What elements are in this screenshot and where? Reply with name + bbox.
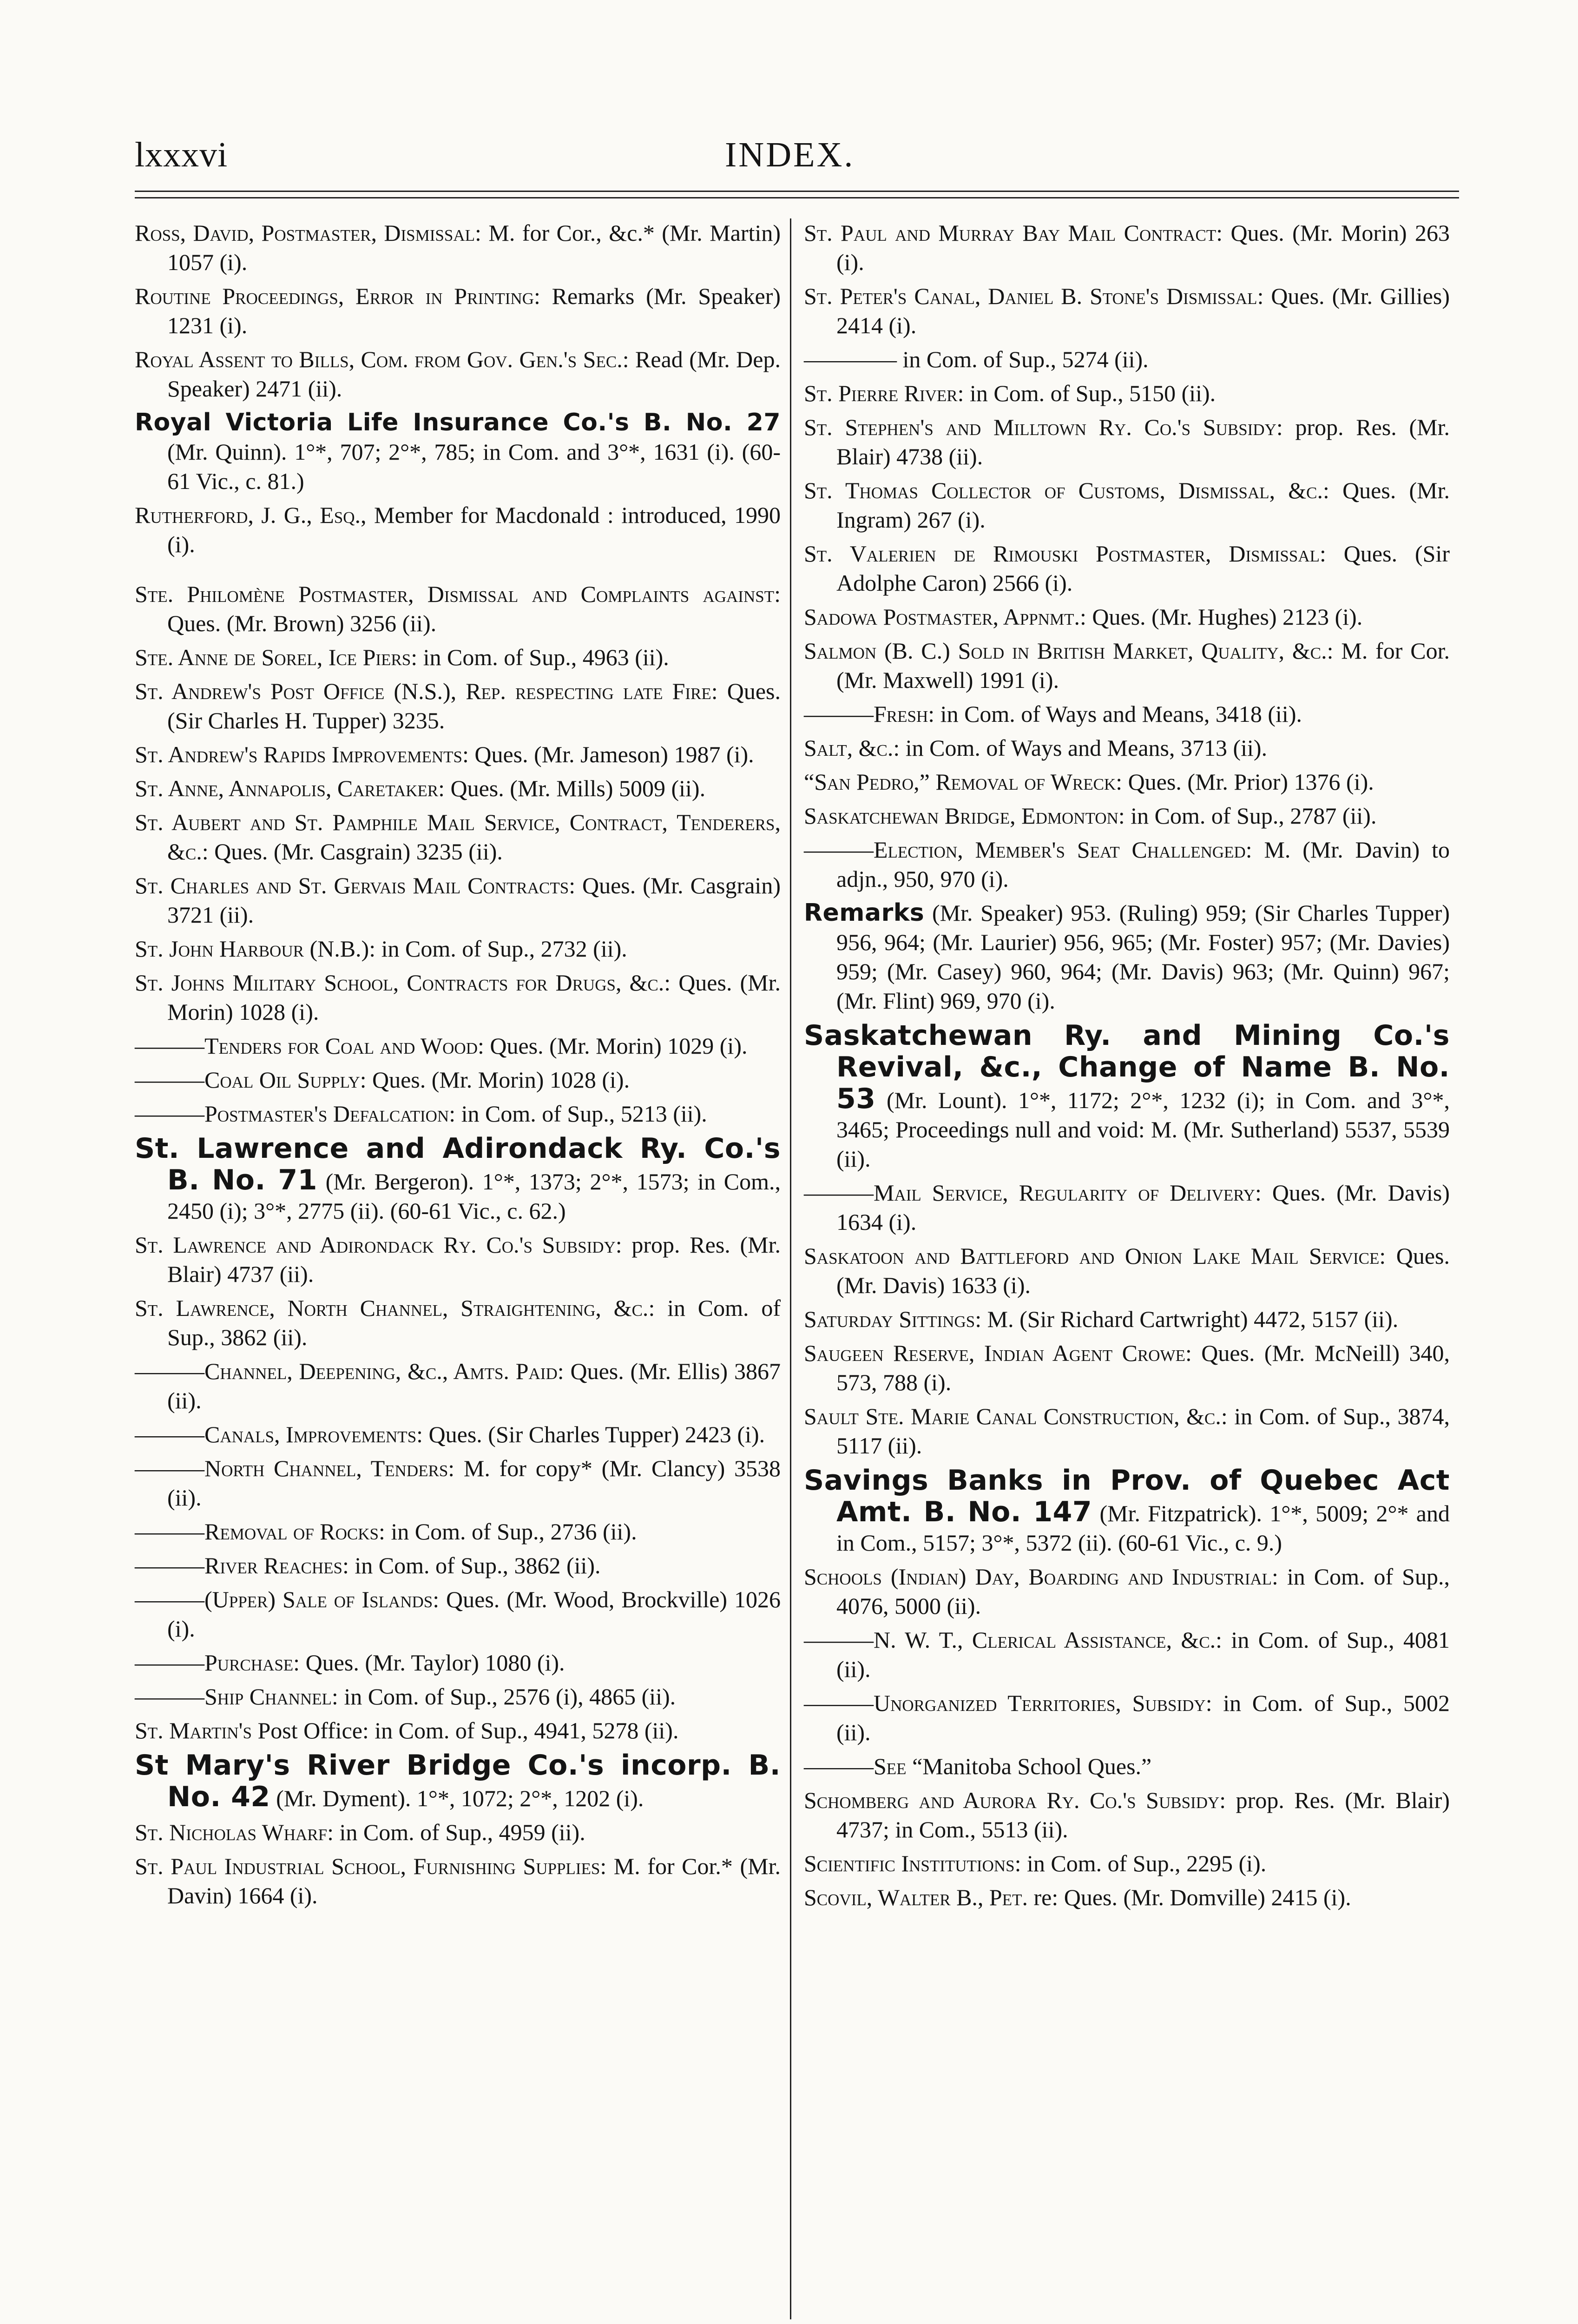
index-entry <box>135 282 781 340</box>
entry-heading: ——— (Upper) Sale of Islands <box>135 1586 433 1612</box>
entry-heading: Royal Victoria Life Insurance Co.'s B. No. 27 <box>135 409 781 436</box>
entry-heading: Salmon (B. C.) Sold in British Market, Quality, &c. <box>804 638 1327 664</box>
entry-references: (Mr. Quinn). 1°*, 707; 2°*, 785; in Com. and 3°*, 1631 (i). (60-61 Vic., c. 81.) <box>167 439 781 494</box>
entry-references: : in Com. of Sup., 2576 (i), 4865 (ii). <box>331 1684 676 1710</box>
index-entry <box>804 700 1450 729</box>
entry-heading: ——— Tenders for Coal and Wood <box>135 1033 478 1059</box>
index-entry <box>135 774 781 803</box>
entry-references: : Ques. (Mr. Wood, Brockville) 1026 (i). <box>167 1586 781 1642</box>
index-entry <box>804 1752 1450 1781</box>
entry-references: : in Com. of Sup., 2736 (ii). <box>379 1519 637 1545</box>
entry-heading: St. Stephen's and Milltown Ry. Co.'s Subsidy <box>804 414 1276 440</box>
page-header <box>135 135 1459 177</box>
entry-heading: Sadowa Postmaster, Appnmt. <box>804 604 1080 630</box>
entry-heading: St. Peter's Canal, Daniel B. Stone's Dismissal <box>804 283 1257 309</box>
entry-heading: St. Lawrence, North Channel, Straightening, &c. <box>135 1295 649 1321</box>
entry-heading: St. Valerien de Rimouski Postmaster, Dismissal <box>804 541 1320 567</box>
index-entry <box>135 1551 781 1580</box>
entry-heading <box>804 346 874 372</box>
entry-heading: ——— Mail Service, Regularity of Delivery <box>804 1180 1255 1206</box>
index-entry <box>135 643 781 672</box>
entry-heading: ——— Postmaster's Defalcation <box>135 1101 449 1127</box>
index-entry <box>135 1454 781 1512</box>
index-entry <box>135 1682 781 1711</box>
entry-heading: ——— Ship Channel <box>135 1684 332 1710</box>
index-entry <box>804 379 1450 408</box>
index-entry <box>135 934 781 964</box>
index-entry <box>804 898 1450 1016</box>
entry-heading: St. Charles and St. Gervais Mail Contracts <box>135 872 569 898</box>
index-entry <box>804 1178 1450 1237</box>
entry-references: : Ques. (Mr. Davis) 1633 (i). <box>836 1243 1450 1298</box>
index-entry <box>804 636 1450 695</box>
index-entry <box>135 501 781 559</box>
entry-heading: “San Pedro,” Removal of Wreck <box>804 769 1116 795</box>
index-entry <box>135 1133 781 1226</box>
entry-heading: ——— Channel, Deepening, &c., Amts. Paid <box>135 1358 558 1384</box>
entry-references: : Ques. (Mr. Davis) 1634 (i). <box>836 1180 1450 1235</box>
index-entry <box>804 1849 1450 1878</box>
index-entry <box>804 476 1450 535</box>
entry-heading: Rutherford, J. G., Esq. <box>135 502 361 528</box>
entry-references: (Mr. Dyment). 1°*, 1072; 2°*, 1202 (i). <box>270 1785 644 1811</box>
index-entry <box>804 1305 1450 1334</box>
entry-references: : in Com. of Sup., 4081 (ii). <box>836 1627 1450 1682</box>
entry-heading: Scovil, Walter B., Pet. <box>804 1884 1028 1910</box>
index-entry <box>135 1585 781 1644</box>
entry-references: : Ques. (Mr. Morin) 1028 (i). <box>167 970 781 1025</box>
entry-references: : in Com. of Sup., 3874, 5117 (ii). <box>836 1403 1450 1459</box>
index-entry <box>135 1065 781 1095</box>
index-entry <box>804 1786 1450 1844</box>
entry-references: : in Com. of Ways and Means, 3713 (ii). <box>893 735 1268 761</box>
entry-heading: St. Johns Military School, Contracts for Drugs, &c. <box>135 970 664 996</box>
entry-references: (Mr. Fitzpatrick). 1°*, 5009; 2°* and in Com., 5157; 3°*, 5372 (ii). (60-61 Vic., c. 9.) <box>836 1500 1450 1556</box>
entry-references: (Mr. Speaker) 953. (Ruling) 959; (Sir Charles Tupper) 956, 964; (Mr. Laurier) 956, 965; (Mr. Foster) 957; (Mr. Davies) 959; (Mr. Casey) 960, 964; (Mr. Davis) 963; (Mr. Quinn) 967; (Mr. Flint) 969, 970 (i). <box>836 900 1450 1014</box>
entry-heading: ——— North Channel, Tenders <box>135 1455 448 1481</box>
entry-references: re: Ques. (Mr. Domville) 2415 (i). <box>1028 1884 1351 1910</box>
entry-references: : Ques. (Mr. Casgrain) 3721 (ii). <box>167 872 781 928</box>
index-entry <box>135 1716 781 1745</box>
entry-references: : in Com. of Sup., 2732 (ii). <box>369 936 627 962</box>
page-title: INDEX. <box>725 135 855 174</box>
entry-heading: Saskatchewan Bridge, Edmonton <box>804 803 1118 829</box>
header-rule-top <box>135 191 1459 192</box>
left-column <box>135 218 781 1915</box>
column-divider <box>790 218 791 2319</box>
entry-references: : M. for Cor. (Mr. Maxwell) 1991 (i). <box>836 638 1450 693</box>
entry-references: — in Com. of Sup., 5274 (ii). <box>874 346 1149 372</box>
entry-heading: Saugeen Reserve, Indian Agent Crowe <box>804 1340 1185 1366</box>
page-number: lxxxvi <box>135 135 228 174</box>
entry-heading: Scientific Institutions <box>804 1850 1015 1876</box>
entry-references: : Ques. (Mr. McNeill) 340, 573, 788 (i). <box>836 1340 1450 1395</box>
entry-references: : Ques. (Mr. Brown) 3256 (ii). <box>167 581 781 636</box>
index-entry <box>135 1517 781 1546</box>
index-entry <box>135 1818 781 1847</box>
entry-references: : Ques. (Mr. Morin) 263 (i). <box>836 220 1450 275</box>
entry-heading: ——— N. W. T., Clerical Assistance, &c. <box>804 1627 1216 1653</box>
index-entry <box>135 408 781 496</box>
entry-references: : Ques. (Sir Adolphe Caron) 2566 (i). <box>836 541 1450 596</box>
index-entry <box>804 1689 1450 1747</box>
entry-heading: St. Lawrence and Adirondack Ry. Co.'s B. No. 71 <box>135 1132 781 1196</box>
index-entry <box>135 218 781 277</box>
entry-references: : Ques. (Mr. Ellis) 3867 (ii). <box>167 1358 781 1413</box>
entry-heading: Routine Proceedings, Error in Printing <box>135 283 534 309</box>
entry-references: : Remarks (Mr. Speaker) 1231 (i). <box>167 283 781 338</box>
entry-references: : M. for copy* (Mr. Clancy) 3538 (ii). <box>167 1455 781 1511</box>
entry-references: : Ques. (Mr. Mills) 5009 (ii). <box>438 775 706 801</box>
index-entry <box>804 1339 1450 1397</box>
entry-references: : Ques. (Mr. Taylor) 1080 (i). <box>293 1650 565 1676</box>
entry-references: (Mr. Bergeron). 1°*, 1373; 2°*, 1573; in Com., 2450 (i); 3°*, 2775 (ii). (60-61 Vic., c. 62.) <box>167 1169 781 1224</box>
entry-heading: St Mary's River Bridge Co.'s incorp. B. No. 42 <box>135 1749 781 1813</box>
entry-heading: ——— Removal of Rocks <box>135 1519 379 1545</box>
index-entry <box>135 1420 781 1449</box>
entry-references: “Manitoba School Ques.” <box>906 1753 1152 1779</box>
entry-references: : Ques. (Mr. Gillies) 2414 (i). <box>836 283 1450 338</box>
entry-references: : in Com. of Sup., 5213 (ii). <box>449 1101 707 1127</box>
entry-references: : Ques. (Mr. Morin) 1028 (i). <box>360 1067 630 1093</box>
index-entry <box>135 1031 781 1061</box>
entry-references: : Ques. (Mr. Jameson) 1987 (i). <box>462 741 754 767</box>
entry-references: : in Com. of Sup., 3862 (ii). <box>342 1552 601 1578</box>
entry-heading: Ste. Anne de Sorel, Ice Piers <box>135 644 411 670</box>
entry-heading: Royal Assent to Bills, Com. from Gov. Gen.'s Sec. <box>135 346 623 372</box>
index-entry <box>135 740 781 769</box>
entry-references: : Ques. (Mr. Casgrain) 3235 (ii). <box>202 838 503 865</box>
index-entry <box>135 1852 781 1910</box>
entry-heading: St. Aubert and St. Pamphile Mail Service, Contract, Tenderers, &c. <box>135 809 781 865</box>
entry-heading: St. Lawrence and Adirondack Ry. Co.'s Subsidy <box>135 1232 616 1258</box>
index-entry <box>135 677 781 735</box>
entry-heading: ——— River Reaches <box>135 1552 342 1578</box>
index-entry <box>135 1648 781 1677</box>
index-entry <box>804 413 1450 471</box>
entry-references: : Ques. (Sir Charles H. Tupper) 3235. <box>167 678 781 733</box>
entry-heading: St. Pierre River <box>804 380 958 406</box>
entry-references: : in Com. of Sup., 4076, 5000 (ii). <box>836 1564 1450 1619</box>
entry-heading: St. Paul and Murray Bay Mail Contract <box>804 220 1216 246</box>
index-entry <box>804 602 1450 632</box>
entry-references: : prop. Res. (Mr. Blair) 4738 (ii). <box>836 414 1450 469</box>
entry-heading: Savings Banks in Prov. of Quebec Act Amt. B. No. 147 <box>804 1464 1450 1528</box>
entry-heading: ——— Coal Oil Supply <box>135 1067 360 1093</box>
index-entry <box>804 1020 1450 1174</box>
entry-references: : in Com. of Sup., 2787 (ii). <box>1118 803 1377 829</box>
index-entry <box>135 871 781 930</box>
entry-heading: ——— Canals, Improvements <box>135 1421 416 1447</box>
index-entry <box>135 1750 781 1813</box>
right-column <box>804 218 1450 1917</box>
entry-heading: Salt, &c. <box>804 735 894 761</box>
entry-heading: ——— See <box>804 1753 907 1779</box>
entry-heading: St. Nicholas Wharf <box>135 1819 328 1845</box>
entry-heading: ——— Purchase <box>135 1650 293 1676</box>
entry-references: : in Com. of Sup., 5150 (ii). <box>957 380 1216 406</box>
entry-references: : Read (Mr. Dep. Speaker) 2471 (ii). <box>167 346 781 402</box>
entry-heading: Ste. Philomène Postmaster, Dismissal and Complaints against <box>135 581 775 607</box>
entry-heading: St. Martin's <box>135 1717 252 1743</box>
index-entry <box>804 1562 1450 1621</box>
entry-heading: Remarks <box>804 899 925 927</box>
entry-references: : in Com. of Ways and Means, 3418 (ii). <box>928 701 1302 727</box>
index-entry <box>804 1883 1450 1912</box>
index-entry <box>135 1294 781 1352</box>
index-entry <box>135 1230 781 1289</box>
entry-heading: Saskatchewan Ry. and Mining Co.'s Revival, &c., Change of Name B. No. 53 <box>804 1019 1450 1115</box>
entry-heading: St. Andrew's Rapids Improvements <box>135 741 462 767</box>
index-entry <box>804 801 1450 831</box>
entry-heading: ——— Unorganized Territories, Subsidy <box>804 1690 1206 1716</box>
header-rule-bottom <box>135 197 1459 198</box>
entry-heading: Schomberg and Aurora Ry. Co.'s Subsidy <box>804 1787 1220 1813</box>
entry-heading: ——— Fresh <box>804 701 928 727</box>
index-entry <box>804 1241 1450 1300</box>
entry-references: : prop. Res. (Mr. Blair) 4737; in Com., 5513 (ii). <box>836 1787 1450 1842</box>
entry-heading: Schools (Indian) Day, Boarding and Industrial <box>804 1564 1272 1590</box>
index-entry <box>135 808 781 866</box>
entry-references: : Ques. (Mr. Morin) 1029 (i). <box>477 1033 748 1059</box>
entry-references: : M. for Cor., &c.* (Mr. Martin) 1057 (i). <box>167 220 781 275</box>
index-entry <box>135 345 781 403</box>
index-entry <box>135 968 781 1027</box>
index-entry <box>135 1099 781 1129</box>
index-entry <box>135 580 781 638</box>
index-entry <box>804 835 1450 894</box>
index-entry <box>804 345 1450 374</box>
entry-references: : in Com. of Sup., 4963 (ii). <box>411 644 669 670</box>
entry-heading: Saturday Sittings <box>804 1306 975 1332</box>
entry-references: : in Com. of Sup., 4959 (ii). <box>327 1819 585 1845</box>
entry-heading: Ross, David, Postmaster, Dismissal <box>135 220 475 246</box>
entry-heading: St. John Harbour (N.B.) <box>135 936 369 962</box>
index-entry <box>804 1402 1450 1460</box>
entry-references: : Ques. (Mr. Hughes) 2123 (i). <box>1080 604 1363 630</box>
entry-heading: St. Anne, Annapolis, Caretaker <box>135 775 439 801</box>
entry-heading: St. Paul Industrial School, Furnishing Supplies <box>135 1853 600 1879</box>
index-entry <box>804 1465 1450 1558</box>
index-entry <box>804 539 1450 598</box>
index-entry <box>804 282 1450 340</box>
index-entry <box>135 1357 781 1415</box>
entry-references: : M. (Sir Richard Cartwright) 4472, 5157 (ii). <box>975 1306 1399 1332</box>
index-entry <box>804 218 1450 277</box>
index-entry <box>804 767 1450 797</box>
entry-heading: ——— Election, Member's Seat Challenged <box>804 837 1246 863</box>
entry-references: : in Com. of Sup., 2295 (i). <box>1014 1850 1267 1876</box>
index-entry <box>804 1625 1450 1684</box>
entry-heading: Saskatoon and Battleford and Onion Lake Mail Service <box>804 1243 1380 1269</box>
entry-heading: St. Thomas Collector of Customs, Dismissal, &c. <box>804 477 1323 503</box>
entry-references: : prop. Res. (Mr. Blair) 4737 (ii). <box>167 1232 781 1287</box>
entry-references: (Mr. Lount). 1°*, 1172; 2°*, 1232 (i); in Com. and 3°*, 3465; Proceedings null and void: M. (Mr. Sutherland) 5537, 5539 (ii). <box>836 1087 1450 1172</box>
entry-references: : in Com. of Sup., 5002 (ii). <box>836 1690 1450 1745</box>
entry-heading: Sault Ste. Marie Canal Construction, &c. <box>804 1403 1221 1429</box>
entry-references: : Ques. (Sir Charles Tupper) 2423 (i). <box>416 1421 765 1447</box>
entry-references: : M. (Mr. Davin) to adjn., 950, 970 (i). <box>836 837 1450 892</box>
index-entry <box>804 733 1450 763</box>
entry-references: : in Com. of Sup., 3862 (ii). <box>167 1295 781 1350</box>
entry-references: : Ques. (Mr. Prior) 1376 (i). <box>1116 769 1374 795</box>
entry-heading: St. Andrew's Post Office (N.S.), Rep. respecting late Fire <box>135 678 711 704</box>
entry-references: : Ques. (Mr. Ingram) 267 (i). <box>836 477 1450 533</box>
entry-references: : M. for Cor.* (Mr. Davin) 1664 (i). <box>167 1853 781 1908</box>
entry-references: Post Office: in Com. of Sup., 4941, 5278 (ii). <box>251 1717 679 1743</box>
entry-references: , Member for Macdonald : introduced, 1990 (i). <box>167 502 781 557</box>
